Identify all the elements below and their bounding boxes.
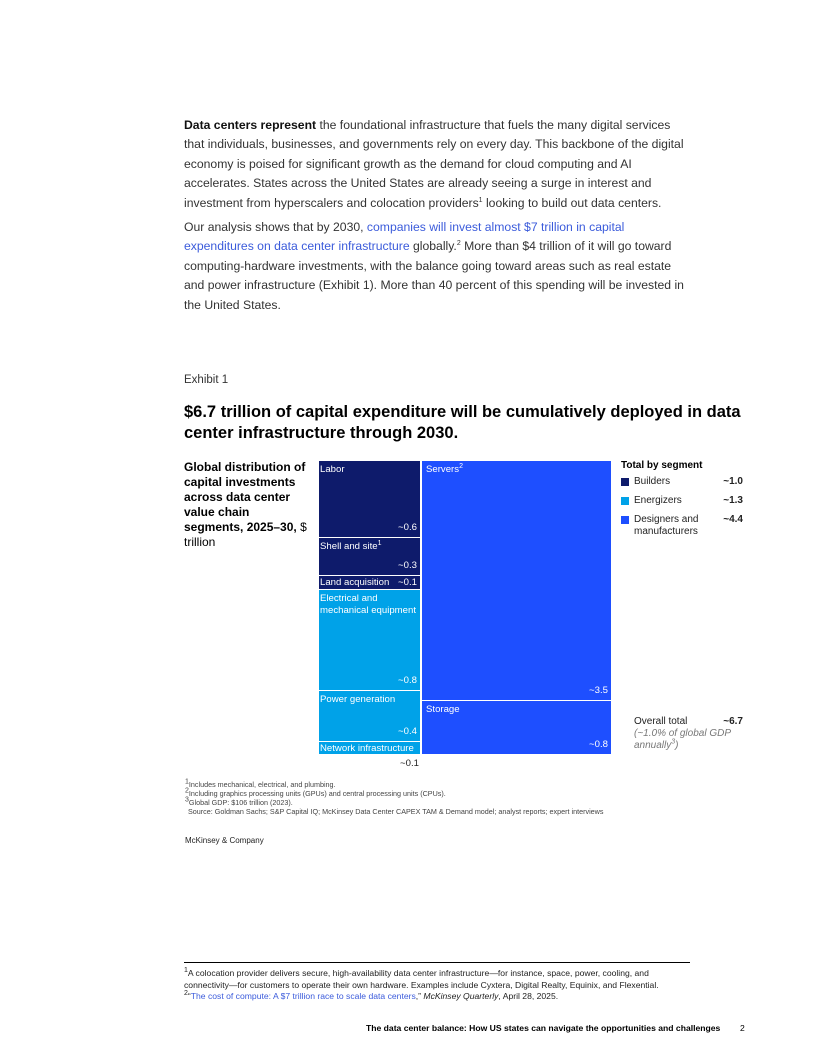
intro-body: the foundational infrastructure that fuels the many digital services that individuals, businesses, and governments rely on every day. This backbone of the digital economy is poised for significant growth as the demand for cloud computing and AI accelerates. States across the United States are already seeing a surge in interest and investment from hyperscalers and colocation providers xyxy=(184,118,684,210)
legend-item-designers xyxy=(621,514,743,538)
legend-value: ~1.0 xyxy=(723,476,743,487)
legend-name: Builders xyxy=(634,476,671,487)
side-title-bold: Global distribution of capital investments across data center value chain segments, 2025–30, xyxy=(184,460,306,534)
footer-title: The data center balance: How US states can navigate the opportunities and challenges xyxy=(366,1023,721,1033)
chart-side-title xyxy=(184,460,309,550)
intro-paragraph-2 xyxy=(184,218,694,315)
chart-note-3: $^3$Global GDP: $106 trillion (2023). xyxy=(185,796,293,807)
cell-value-power-generation: ~0.4 xyxy=(398,726,417,737)
cell-label-network-infrastructure: Network infrastructure xyxy=(320,743,414,754)
cell-shell-and-site xyxy=(319,538,420,575)
intro-lead: Data centers represent xyxy=(184,118,317,132)
chart-note-2: $^2$Including graphics processing units (GPUs) and central processing units (CPUs). xyxy=(185,787,446,798)
cell-label-labor: Labor xyxy=(320,464,345,475)
page-number: 2 xyxy=(740,1023,745,1033)
chart-note-1: $^1$Includes mechanical, electrical, and plumbing. xyxy=(185,778,336,789)
chart-source: Source: Goldman Sachs; S&P Capital IQ; McKinsey Data Center CAPEX TAM & Demand model; analyst reports; expert interviews xyxy=(188,807,604,816)
cell-label-land-acquisition: Land acquisition xyxy=(320,577,390,588)
overall-value: ~6.7 xyxy=(723,716,743,727)
capex-link[interactable]: companies will invest almost $7 trillion in capital expenditures on data center infrastructure xyxy=(184,220,625,254)
legend-swatch xyxy=(621,478,629,486)
intro2-mid: globally. xyxy=(409,239,457,254)
cell-value-land-acquisition: ~0.1 xyxy=(398,577,417,588)
cell-value-servers: ~3.5 xyxy=(589,685,608,696)
exhibit-label: Exhibit 1 xyxy=(184,374,229,386)
legend-title: Total by segment xyxy=(621,460,703,471)
legend-item-energizers xyxy=(621,495,743,507)
intro2-start: Our analysis shows that by 2030, xyxy=(184,220,367,234)
cell-label-shell-and-site: Shell and site$^1$ xyxy=(320,539,382,552)
cell-value-network-infrastructure: ~0.1 xyxy=(400,758,419,769)
chart-legend xyxy=(621,460,743,545)
cell-servers xyxy=(422,461,611,700)
exhibit-title: $6.7 trillion of capital expenditure will be cumulatively deployed in data center infrastructure through 2030. xyxy=(184,403,741,442)
cell-value-electrical-mechanical: ~0.8 xyxy=(398,675,417,686)
cell-label-storage: Storage xyxy=(426,704,460,715)
cell-land-acquisition xyxy=(319,576,420,589)
legend-value: ~1.3 xyxy=(723,495,743,506)
chart-notes xyxy=(185,780,745,816)
cell-storage xyxy=(422,701,611,754)
side-title-unit: $ trillion xyxy=(184,520,307,549)
brand-credit: McKinsey & Company xyxy=(185,836,264,845)
legend-name: Designers and manufacturers xyxy=(634,514,699,537)
overall-total xyxy=(634,716,743,752)
cell-value-labor: ~0.6 xyxy=(398,522,417,533)
page-footnote-2: $^2$“The cost of compute: A $7 trillion race to scale data centers,” McKinsey Quarterly, April 28, 2025. xyxy=(184,990,559,1001)
cell-label-electrical-mechanical: Electrical and mechanical equipment xyxy=(320,593,416,616)
overall-note: (~1.0% of global GDP annually$^3$) xyxy=(634,728,731,751)
page-footnotes xyxy=(184,968,694,1003)
cell-label-power-generation: Power generation xyxy=(320,694,396,705)
cell-label-servers: Servers$^2$ xyxy=(426,462,463,475)
legend-swatch xyxy=(621,516,629,524)
legend-swatch xyxy=(621,497,629,505)
page-footnote-1: $^1$A colocation provider delivers secure, high-availability data center infrastructure—for instance, space, power, cooling, and connectivity—for customers to operate their own hardware. Examples include Cyxtera, Digital Realty, Equinix, and Flexential. xyxy=(184,967,659,990)
footnote-divider xyxy=(184,962,690,963)
cost-of-compute-link[interactable]: The cost of compute: A $7 trillion race to scale data centers xyxy=(190,991,416,1001)
cell-value-storage: ~0.8 xyxy=(589,739,608,750)
overall-label: Overall total xyxy=(634,716,688,727)
cell-network-infrastructure xyxy=(319,742,420,754)
intro-end: looking to build out data centers. xyxy=(482,195,662,210)
cell-electrical-mechanical xyxy=(319,590,420,690)
cell-labor xyxy=(319,461,420,537)
intro-paragraph-1 xyxy=(184,116,694,213)
legend-name: Energizers xyxy=(634,495,682,506)
intro2-end: More than $4 trillion of it will go toward computing-hardware investments, with the balance going toward areas such as real estate and power infrastructure (Exhibit 1). More than 40 percent of this spending will be invested in the United States. xyxy=(184,239,684,312)
cell-value-shell-and-site: ~0.3 xyxy=(398,560,417,571)
legend-value: ~4.4 xyxy=(723,514,743,525)
legend-item-builders xyxy=(621,476,743,488)
cell-power-generation xyxy=(319,691,420,741)
footnote-ref-1[interactable]: 1 xyxy=(478,196,483,204)
footnote-ref-2[interactable]: 2 xyxy=(456,240,461,248)
